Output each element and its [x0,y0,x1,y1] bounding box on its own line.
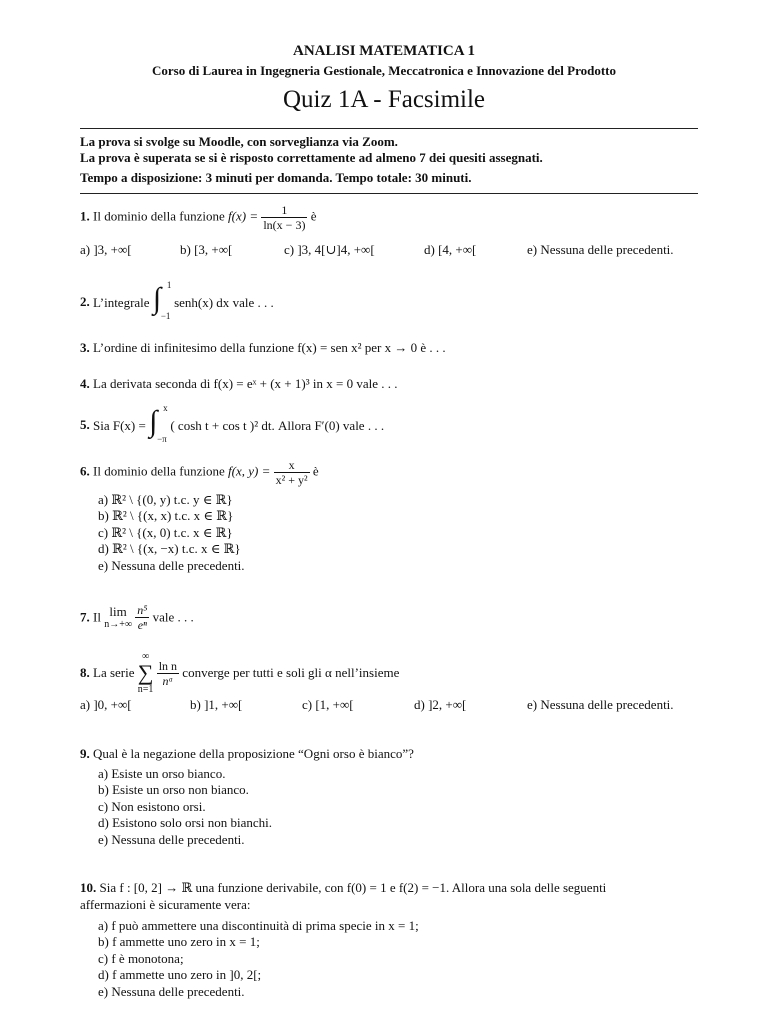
question-5 [80,403,385,445]
question-3 [80,340,446,356]
option-a: a) ]3, +∞[ [80,242,132,257]
function-lhs: f(x) = [228,208,259,224]
sum-upper-limit: ∞ [142,651,150,662]
fraction [274,458,310,487]
question-number: 1. [80,208,90,224]
fraction [261,203,307,232]
fraction-denominator: ln(x − 3) [263,218,306,232]
question-text: L’integrale [93,295,150,310]
option-b: b) Esiste un orso non bianco. [98,782,249,798]
option-c: c) ]3, 4[∪]4, +∞[ [284,242,375,257]
question-tail: vale . . . [152,609,194,625]
bottom-rule [80,193,698,194]
top-rule [80,128,698,129]
fraction-denominator: eⁿ [137,618,147,632]
fraction-numerator: x [274,458,310,473]
option-c: c) ℝ² \ {(x, 0) t.c. x ∈ ℝ} [98,524,233,540]
option-c: c) [1, +∞[ [302,697,354,712]
option-d: d) ℝ² \ {(x, −x) t.c. x ∈ ℝ} [98,541,241,557]
question-tail: converge per tutti e soli gli α nell’insieme [182,665,400,680]
question-9-options [98,766,272,848]
integral-lower-limit: −1 [160,311,171,321]
question-tail: è [310,208,317,224]
question-text: Qual è la negazione della proposizione “Ogni orso è bianco”? [93,746,414,761]
option-a: a) Esiste un orso bianco. [98,766,226,781]
option-e: e) Nessuna delle precedenti. [98,983,245,999]
question-number: 6. [80,463,90,479]
option-e: e) Nessuna delle precedenti. [98,557,245,573]
instruction-line-3: Tempo a disposizione: 3 minuti per domanda. Tempo totale: 30 minuti. [80,170,472,185]
sum-lower-limit: n=1 [137,684,154,695]
option-a: a) ]0, +∞[ [80,697,132,712]
question-2 [80,280,274,322]
question-7 [80,603,194,637]
question-number: 7. [80,609,90,625]
page-title: Quiz 1A - Facsimile [282,86,486,113]
question-number: 2. [80,293,90,309]
function-lhs: f(x, y) = [228,463,271,479]
question-text: Sia F(x) = [93,418,146,433]
question-6-options [98,492,245,574]
question-number: 8. [80,665,90,680]
question-number: 10. [80,880,97,895]
option-a: a) ℝ² \ {(0, y) t.c. y ∈ ℝ} [98,492,233,507]
question-number: 3. [80,340,90,355]
option-c: c) f è monotona; [98,950,184,966]
option-b: b) ℝ² \ {(x, x) t.c. x ∈ ℝ} [98,508,234,524]
option-b: b) ]1, +∞[ [190,697,243,712]
question-text: Il dominio della funzione [93,463,225,479]
option-b: b) [3, +∞[ [180,242,233,257]
question-number: 5. [80,416,90,432]
fraction-denominator: nᵅ [162,673,174,688]
integrand: senh(x) dx [174,295,230,310]
summation-operator: ∞ ∑ n=1 [137,651,154,695]
fraction-numerator: ln n [158,658,178,673]
question-tail: è [312,463,319,479]
option-c: c) Non esistono orsi. [98,798,206,814]
integrand: ( cosh t + cos t )² dt. [170,418,275,433]
question-8 [80,651,399,693]
option-d: d) Esistono solo orsi non bianchi. [98,815,273,831]
course-title: ANALISI MATEMATICA 1 [293,43,475,59]
option-e: e) Nessuna delle precedenti. [98,831,245,847]
question-1-options [0,242,768,258]
question-text: L’ordine di infinitesimo della funzione f(x) = sen x² per x → 0 è . . . [93,340,446,355]
degree-subtitle: Corso di Laurea in Ingegneria Gestionale, Meccatronica e Innovazione del Prodotto [152,63,616,78]
option-b: b) f ammette uno zero in x = 1; [98,934,260,950]
integral-upper-limit: 1 [166,280,172,290]
fraction-denominator: x² + y² [275,473,308,487]
fraction-numerator: 1 [261,203,307,218]
question-1 [80,203,316,232]
fraction [157,659,179,688]
question-4 [80,376,397,392]
question-8-options [0,697,768,713]
limit-label: lim [109,604,127,619]
limit-operator [104,605,132,630]
option-d: d) [4, +∞[ [424,242,477,257]
fraction [135,603,149,632]
question-tail: Allora F′(0) vale . . . [277,418,385,433]
question-text-line-1: Sia f : [0, 2] → ℝ una funzione derivabile, con f(0) = 1 e f(2) = −1. Allora una sola delle seguenti [99,880,607,895]
question-text: La derivata seconda di f(x) = eˣ + (x + 1)³ in x = 0 vale . . . [93,376,398,391]
integral-symbol: ∫ 1 −1 [152,280,172,321]
instruction-line-2: La prova è superata se si è risposto correttamente ad almeno 7 dei quesiti assegnati. [80,150,543,165]
question-text: Il [93,609,101,625]
option-d: d) ]2, +∞[ [414,697,467,712]
question-tail: vale . . . [232,295,274,310]
question-10-line-2: affermazioni è sicuramente vera: [80,897,251,912]
fraction-numerator: n⁵ [137,603,148,617]
question-text: Il dominio della funzione [93,208,225,224]
question-text: La serie [93,665,135,680]
instruction-line-1: La prova si svolge su Moodle, con sorveglianza via Zoom. [80,134,398,149]
question-number: 9. [80,746,90,761]
option-e: e) Nessuna delle precedenti. [527,242,674,257]
option-a: a) f può ammettere una discontinuità di prima specie in x = 1; [98,918,419,933]
option-e: e) Nessuna delle precedenti. [527,697,674,712]
integral-lower-limit: −π [157,434,167,444]
integral-symbol: ∫ x −π [149,403,168,444]
option-d: d) f ammette uno zero in ]0, 2[; [98,967,262,983]
question-number: 4. [80,376,90,391]
question-6 [80,458,319,487]
question-9 [80,746,414,762]
question-10 [80,880,606,896]
question-10-options [98,918,419,1000]
limit-subscript: n→+∞ [104,619,132,630]
integral-upper-limit: x [163,403,168,413]
